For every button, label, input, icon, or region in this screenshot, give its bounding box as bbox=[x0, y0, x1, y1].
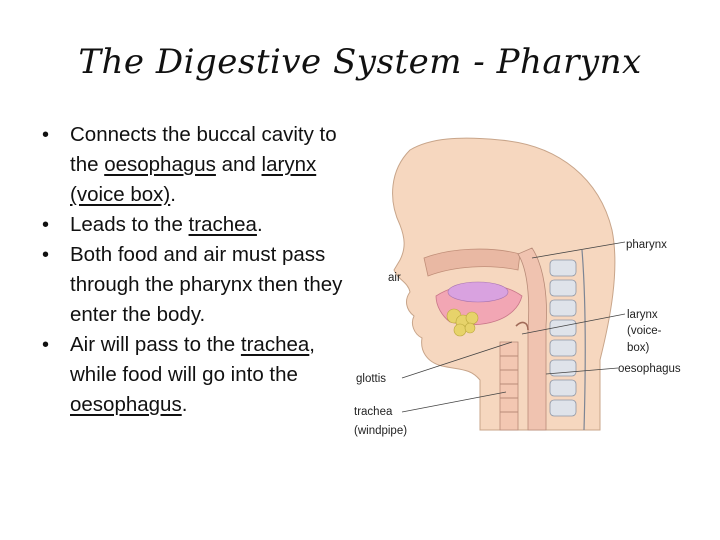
bullet-dot: • bbox=[42, 124, 50, 146]
bullet-text: . bbox=[181, 393, 188, 416]
bullet-text: and bbox=[215, 153, 262, 176]
bullet-text: , while food will go into the bbox=[70, 333, 315, 386]
label-windpipe: (windpipe) bbox=[354, 425, 408, 437]
trachea bbox=[500, 342, 518, 430]
term-trachea: trachea bbox=[240, 333, 310, 356]
label-larynx: larynx bbox=[627, 309, 658, 321]
bullet-text: Connects the buccal cavity to the bbox=[70, 123, 337, 176]
label-larynx-voice: (voice- bbox=[627, 325, 662, 337]
term-oesophagus: oesophagus bbox=[70, 393, 182, 416]
label-trachea: trachea bbox=[354, 406, 393, 418]
bullet-text: Air will pass to the bbox=[70, 333, 241, 356]
label-glottis: glottis bbox=[356, 373, 387, 385]
bullet-list bbox=[40, 120, 360, 420]
term-trachea: trachea bbox=[188, 213, 257, 236]
bullet-item bbox=[40, 330, 360, 420]
pharynx-diagram bbox=[350, 130, 700, 450]
bullet-dot: • bbox=[42, 214, 50, 236]
label-larynx-box: box) bbox=[627, 342, 650, 354]
slide-title: The Digestive System - Pharynx bbox=[78, 42, 642, 82]
bullet-text: . bbox=[170, 183, 176, 206]
bullet-item bbox=[40, 120, 360, 210]
bullet-dot: • bbox=[42, 334, 50, 356]
bullet-item bbox=[40, 210, 360, 240]
label-air: air bbox=[388, 272, 401, 284]
term-larynx: larynx (voice box) bbox=[70, 153, 317, 206]
bullet-text: Both food and air must pass through the pharynx then they enter the body. bbox=[70, 243, 343, 326]
oral-cavity bbox=[448, 282, 508, 302]
bullet-item bbox=[40, 240, 360, 330]
label-pharynx: pharynx bbox=[626, 239, 667, 251]
term-oesophagus: oesophagus bbox=[104, 153, 216, 176]
bullet-text: . bbox=[256, 213, 263, 236]
label-oesophagus: oesophagus bbox=[618, 363, 681, 375]
bullet-dot: • bbox=[42, 244, 50, 266]
bullet-text: Leads to the bbox=[70, 213, 189, 236]
